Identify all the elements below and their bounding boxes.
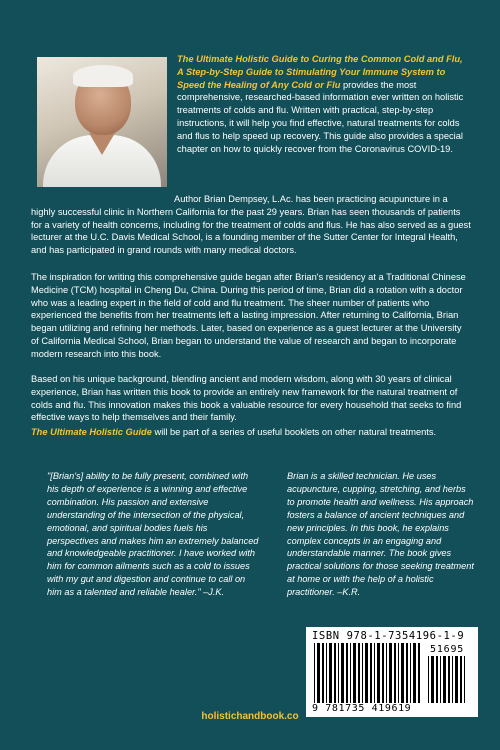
price-code: 51695 [430,644,465,655]
intro-paragraph [177,53,469,155]
author-photo-hair [73,65,133,87]
inspiration-paragraph: The inspiration for writing this comprehensive guide began after Brian's residency at a Traditional Chinese Medicine (TCM) hospital in Cheng Du, China. During this period of time, Brian did a rotation with a doctor who was a leading expert in the field of cold and flu treatment. The sheer number of patients who experienced the benefits from her treatments left a lasting impression. After returning to California, Brian began utilizing and refining her methods. Later, based on experience as a guest lecturer at the University of California Medical School, Brian began to understand the value of research and began to incorporate modern research into this book. [31,272,466,359]
isbn-barcode [306,627,478,717]
background-paragraph: Based on his unique background, blending ancient and modern wisdom, along with 30 years of clinical experience, Brian has written this book to provide an entirely new framework for the natural treatment of colds and flu. This innovation makes this book a valuable resource for every household that seeks to find effective ways to help themselves and their family. [31,374,462,423]
testimonial-right: Brian is a skilled technician. He uses acupuncture, cupping, stretching, and herbs to promote health and wellness. His approach fosters a balance of ancient techniques and new principles. In this book, he explains complex concepts in an engaging and understandable manner. The book gives practical solutions for those seeking treatment at home or with the help of a holistic practitioner. –K.R. [287,471,474,598]
website-url[interactable]: holistichandbook.co [201,711,299,722]
series-paragraph [31,426,471,439]
intro-body: provides the most comprehensive, researched-based information ever written on holistic treatments of colds and flu. Written with practical, step-by-step instructions, it will help you find effective, natural treatments for colds and flus to help speed up recovery. This guide also provides a special chapter on how to quickly recover from the Coronavirus COVID-19. [177,79,464,154]
addon-barcode-bars [428,656,468,703]
series-title: The Ultimate Holistic Guide [31,427,152,437]
intro-book-title: The Ultimate Holistic Guide to Curing the Common Cold and Flu, A Step-by-Step Guide to Stimulating Your Immune System to Speed the Healing of Any Cold or Flu [177,54,463,90]
author-photo [37,57,167,187]
isbn-text: ISBN 978-1-7354196-1-9 [312,630,465,642]
author-paragraph: Author Brian Dempsey, L.Ac. has been practicing acupuncture in a highly successful clinic in Northern California for the past 29 years. Brian has seen thousands of patients for a variety of health concerns, including for the treatment of colds and flus. He has also served as a guest lecturer at the U.C. Davis Medical School, is a founding member of the Sutter Center for Integral Health, and has participated in grand rounds with many medical doctors. [31,194,471,256]
series-body: will be part of a series of useful booklets on other natural treatments. [151,427,437,437]
testimonial-left: "[Brian's] ability to be fully present, combined with his depth of experience is a winning and effective combination. His passion and extensive understanding of the intersection of the physical, emotional, and spiritual bodies fuels his perspectives and makes him an extremely balanced and knowledgeable practitioner. I have worked with him for common ailments such as a cold to issues with my gut and digestion and continue to call on him as a talented and reliable healer." –J.K. [47,471,259,598]
ean-number: 9 781735 419619 [312,703,412,714]
barcode-bars [314,643,422,703]
